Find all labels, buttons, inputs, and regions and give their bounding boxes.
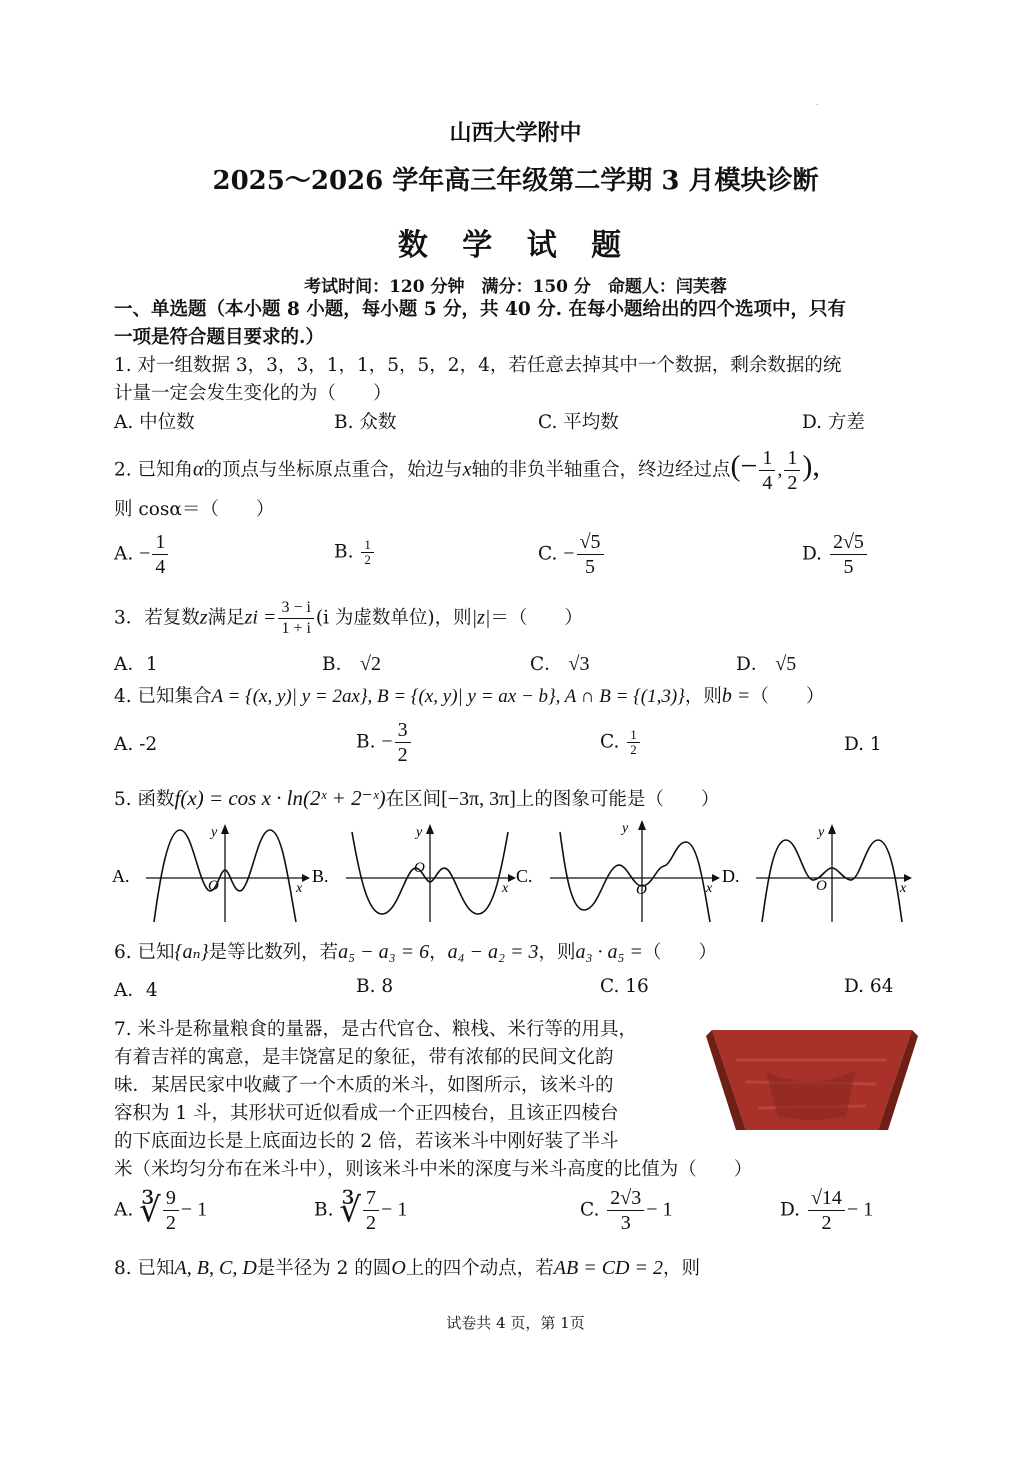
question-7: 7. 米斗是称量粮食的量器，是古代官仓、粮栈、米行等的用具， 有着吉祥的寓意，是丰饶富足的象征，带有浓郁的民间文化韵 味．某居民家中收藏了一个木质的米斗，如图所示，该米斗的 容积为 1 斗，其形状可近似看成一个正四棱台，且该正四棱台 的下底面边长是上底面边长的 2 倍，若该米斗中刚好装了半斗 — [114, 1019, 638, 1152]
y-arrow — [638, 820, 646, 830]
q6-option-c[interactable]: C. 16 — [600, 976, 649, 997]
axis-y-label: y — [211, 825, 218, 840]
x-arrow — [302, 874, 310, 882]
q1-option-d[interactable]: D. 方差 — [802, 412, 865, 433]
q5-graph-d[interactable] — [722, 818, 918, 924]
q7-line6: 米（米均匀分布在米斗中），则该米斗中米的深度与米斗高度的比值为（ ） — [114, 1159, 753, 1180]
axis-y-label: y — [416, 825, 423, 840]
q4-option-a[interactable]: A. -2 — [114, 734, 158, 755]
question-6: 6. 已知{aₙ}是等比数列，若a₅ − a₃ = 6，a₄ − a₂ = 3，则a₃ · a₅ =（ ） — [114, 941, 717, 963]
q4-option-b[interactable]: B. − $\frac{3}{2}$ — [356, 718, 413, 767]
q3-option-a[interactable]: A．1 — [114, 654, 158, 675]
y-arrow — [221, 824, 229, 834]
graph-label: B. — [312, 866, 329, 886]
origin-label: O — [414, 860, 425, 876]
q1-option-c[interactable]: C. 平均数 — [538, 412, 619, 433]
rice-measure-image — [706, 1012, 918, 1136]
question-1: 1. 对一组数据 3，3，3，1，1，5，5，2，4，若任意去掉其中一个数据，剩余数据的统 计量一定会发生变化的为（ ） — [114, 355, 842, 404]
question-5: 5. 函数f(x) = cos x · ln(2ˣ + 2⁻ˣ)在区间[−3π, 3π]上的图象可能是（ ） — [114, 786, 720, 810]
q2-option-a[interactable]: A. − $\frac{1}{4}$ — [114, 530, 170, 579]
curve — [560, 832, 710, 922]
graph-label: A. — [112, 866, 130, 886]
axis-x-label: x — [900, 881, 907, 896]
x-arrow — [712, 874, 720, 882]
q7-option-c[interactable]: C. $\frac{2√3}{3}$ − 1 — [580, 1187, 673, 1234]
graph-label: C. — [516, 866, 533, 886]
graph-label: D. — [722, 866, 740, 886]
origin-label: O — [636, 882, 647, 898]
q7-option-b[interactable]: B. ∛ $\frac{7}{2}$ − 1 — [314, 1187, 408, 1234]
axis-x-label: x — [502, 881, 509, 896]
question-8: 8. 已知A, B, C, D是半径为 2 的圆O上的四个动点，若AB = CD = 2，则 — [114, 1257, 701, 1279]
q2-option-d[interactable]: D. $\frac{2√5}{5}$ — [802, 530, 869, 579]
axis-y-label: y — [622, 821, 629, 836]
x-arrow — [508, 874, 516, 882]
question-3: 3．若复数z满足zi = $\frac{3 - i}{1 + i}$ (i 为虚数单位)，则|z|＝（ ） — [114, 599, 583, 637]
q3-option-c[interactable]: C． √3 — [530, 653, 590, 675]
y-arrow — [426, 824, 434, 834]
q3-option-b[interactable]: B． √2 — [322, 653, 381, 675]
q7-option-a[interactable]: A. ∛ $\frac{9}{2}$ − 1 — [114, 1187, 208, 1234]
q4-option-c[interactable]: C. $\frac{1}{2}$ — [600, 728, 642, 757]
q2-line2: 则 cosα＝（ ） — [114, 499, 275, 520]
axis-x-label: x — [706, 881, 713, 896]
y-arrow — [828, 824, 836, 834]
origin-label: O — [208, 878, 219, 894]
q1-option-a[interactable]: A. 中位数 — [114, 412, 195, 433]
q4-option-d[interactable]: D. 1 — [844, 734, 882, 755]
axis-y-label: y — [818, 825, 825, 840]
q6-option-d[interactable]: D. 64 — [844, 976, 894, 997]
q5-graph-c[interactable] — [516, 818, 726, 924]
q6-option-a[interactable]: A．4 — [114, 980, 158, 1001]
school-name: 山西大学附中 — [449, 120, 582, 146]
q2-option-c[interactable]: C. − $\frac{√5}{5}$ — [538, 530, 606, 579]
stray-dot: . — [816, 98, 819, 107]
q3-option-d[interactable]: D． √5 — [736, 653, 797, 675]
subject-title: 数 学 试 题 — [397, 228, 634, 263]
q7-option-d[interactable]: D. $\frac{√14}{2}$ − 1 — [780, 1187, 874, 1234]
question-2: 2. 已知角α的顶点与坐标原点重合，始边与x轴的非负半轴重合，终边经过点(− $\frac{1}{4}$ , $\frac{1}{2}$ ), — [114, 447, 820, 494]
question-4: 4. 已知集合A = {(x, y)| y = 2ax}, B = {(x, y)| y = ax − b}, A ∩ B = {(1,3)}，则b =（ ） — [114, 685, 825, 707]
q5-graph-b[interactable] — [312, 818, 522, 924]
q2-option-b[interactable]: B. $\frac{1}{2}$ — [334, 538, 376, 567]
axis-x-label: x — [296, 881, 303, 896]
q5-graph-a[interactable] — [112, 818, 312, 924]
exam-meta: 考试时间：120 分钟 满分：150 分 命题人：闫芙蓉 — [304, 277, 727, 297]
exam-title: 2025～2026 学年高三年级第二学期 3 月模块诊断 — [212, 166, 819, 196]
page-footer: 试卷共 4 页，第 1页 — [446, 1314, 585, 1332]
origin-label: O — [816, 878, 827, 894]
q6-option-b[interactable]: B. 8 — [356, 976, 394, 997]
section-heading: 一、单选题（本小题 8 小题，每小题 5 分，共 40 分. 在每小题给出的四个选项中，只有 一项是符合题目要求的.） — [114, 299, 847, 348]
q1-option-b[interactable]: B. 众数 — [334, 412, 397, 433]
